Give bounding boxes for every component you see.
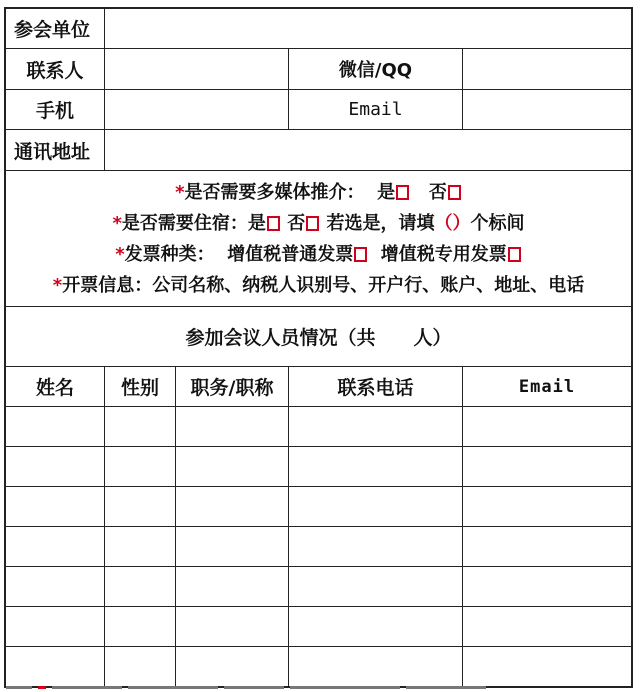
cell-phone[interactable] [289, 527, 462, 566]
header-title: 职务/职称 [190, 377, 274, 399]
unit-label: 参会单位 [14, 19, 91, 41]
header-email: Email [518, 376, 576, 397]
cell-gender[interactable] [105, 527, 175, 566]
cropped-footer-text [6, 686, 566, 692]
cell-gender[interactable] [105, 647, 175, 686]
cell-gender[interactable] [105, 567, 175, 606]
email-label: Email [348, 99, 403, 120]
cell-title[interactable] [176, 447, 288, 486]
cell-title[interactable] [176, 487, 288, 526]
required-asterisk: * [175, 181, 185, 203]
cell-name[interactable] [6, 487, 104, 526]
cell-email[interactable] [463, 647, 631, 686]
multimedia-yes-label: 是 [377, 181, 396, 203]
cell-name[interactable] [6, 407, 104, 446]
lodging-no-checkbox[interactable] [306, 216, 319, 231]
attendees-title: 参加会议人员情况（共 人） [185, 327, 452, 349]
multimedia-line [175, 179, 462, 206]
lodging-no-label: 否 [287, 212, 306, 234]
cell-phone[interactable] [289, 407, 462, 446]
cell-gender[interactable] [105, 447, 175, 486]
multimedia-no-checkbox[interactable] [448, 185, 461, 200]
table-row [6, 647, 631, 686]
contact-label: 联系人 [26, 59, 84, 82]
attendees-header-row [6, 367, 631, 407]
phone-input-cell[interactable] [105, 90, 288, 129]
attendees-title-row [6, 307, 631, 367]
cell-phone[interactable] [289, 487, 462, 526]
address-label: 通讯地址 [14, 140, 91, 163]
cell-phone[interactable] [289, 567, 462, 606]
wechat-input-cell[interactable] [463, 49, 631, 89]
multimedia-no-label: 否 [428, 181, 447, 203]
cell-name[interactable] [6, 607, 104, 646]
multimedia-yes-checkbox[interactable] [396, 185, 409, 200]
header-gender: 性别 [120, 377, 159, 399]
table-row [6, 487, 631, 527]
lodging-yes-label: 是 [247, 212, 266, 234]
address-input-cell[interactable] [105, 130, 631, 170]
invoice-info-line [53, 272, 584, 299]
row-unit [6, 9, 631, 49]
cell-name[interactable] [6, 447, 104, 486]
header-name: 姓名 [35, 377, 74, 399]
wechat-label: 微信/QQ [338, 60, 413, 81]
lodging-hint: 若选是，请填 [326, 212, 435, 234]
invoice-info-text: 开票信息：公司名称、纳税人识别号、开户行、账户、地址、电话 [62, 274, 585, 296]
cell-email[interactable] [463, 407, 631, 446]
cell-email[interactable] [463, 487, 631, 526]
invoice-normal-checkbox[interactable] [354, 247, 367, 262]
cell-gender[interactable] [105, 487, 175, 526]
row-address [6, 130, 631, 171]
cell-name[interactable] [6, 567, 104, 606]
cell-title[interactable] [176, 647, 288, 686]
lodging-question: 是否需要住宿： [121, 212, 248, 234]
invoice-special-label: 增值税专用发票 [380, 243, 507, 265]
lodging-line [113, 210, 525, 237]
invoice-type-line [115, 241, 522, 268]
cell-phone[interactable] [289, 447, 462, 486]
table-row [6, 447, 631, 487]
required-asterisk: * [52, 274, 63, 296]
cell-title[interactable] [176, 407, 288, 446]
cell-email[interactable] [463, 567, 631, 606]
row-contact [6, 49, 631, 90]
invoice-normal-label: 增值税普通发票 [227, 243, 354, 265]
email-input-cell[interactable] [463, 90, 631, 129]
cell-phone[interactable] [289, 607, 462, 646]
invoice-type-question: 发票种类： [124, 243, 215, 265]
cell-title[interactable] [176, 567, 288, 606]
room-count-field[interactable]: （） [434, 212, 471, 234]
cell-title[interactable] [176, 527, 288, 566]
cell-email[interactable] [463, 447, 631, 486]
header-phone: 联系电话 [337, 377, 414, 399]
cell-title[interactable] [176, 607, 288, 646]
unit-input-cell[interactable] [105, 9, 631, 48]
row-phone [6, 90, 631, 130]
lodging-unit: 个标间 [470, 212, 525, 234]
table-row [6, 407, 631, 447]
table-row [6, 567, 631, 607]
cell-name[interactable] [6, 527, 104, 566]
lodging-yes-checkbox[interactable] [267, 216, 280, 231]
cell-name[interactable] [6, 647, 104, 686]
options-block [6, 171, 631, 307]
contact-input-cell[interactable] [105, 49, 288, 89]
invoice-special-checkbox[interactable] [508, 247, 521, 262]
multimedia-question: 是否需要多媒体推介： [184, 181, 365, 203]
cell-email[interactable] [463, 527, 631, 566]
registration-form [4, 7, 633, 688]
required-asterisk: * [115, 243, 125, 265]
cell-email[interactable] [463, 607, 631, 646]
table-row [6, 607, 631, 647]
required-asterisk: * [112, 212, 122, 234]
phone-label: 手机 [35, 100, 74, 122]
table-row [6, 527, 631, 567]
cell-gender[interactable] [105, 407, 175, 446]
cell-phone[interactable] [289, 647, 462, 686]
cell-gender[interactable] [105, 607, 175, 646]
